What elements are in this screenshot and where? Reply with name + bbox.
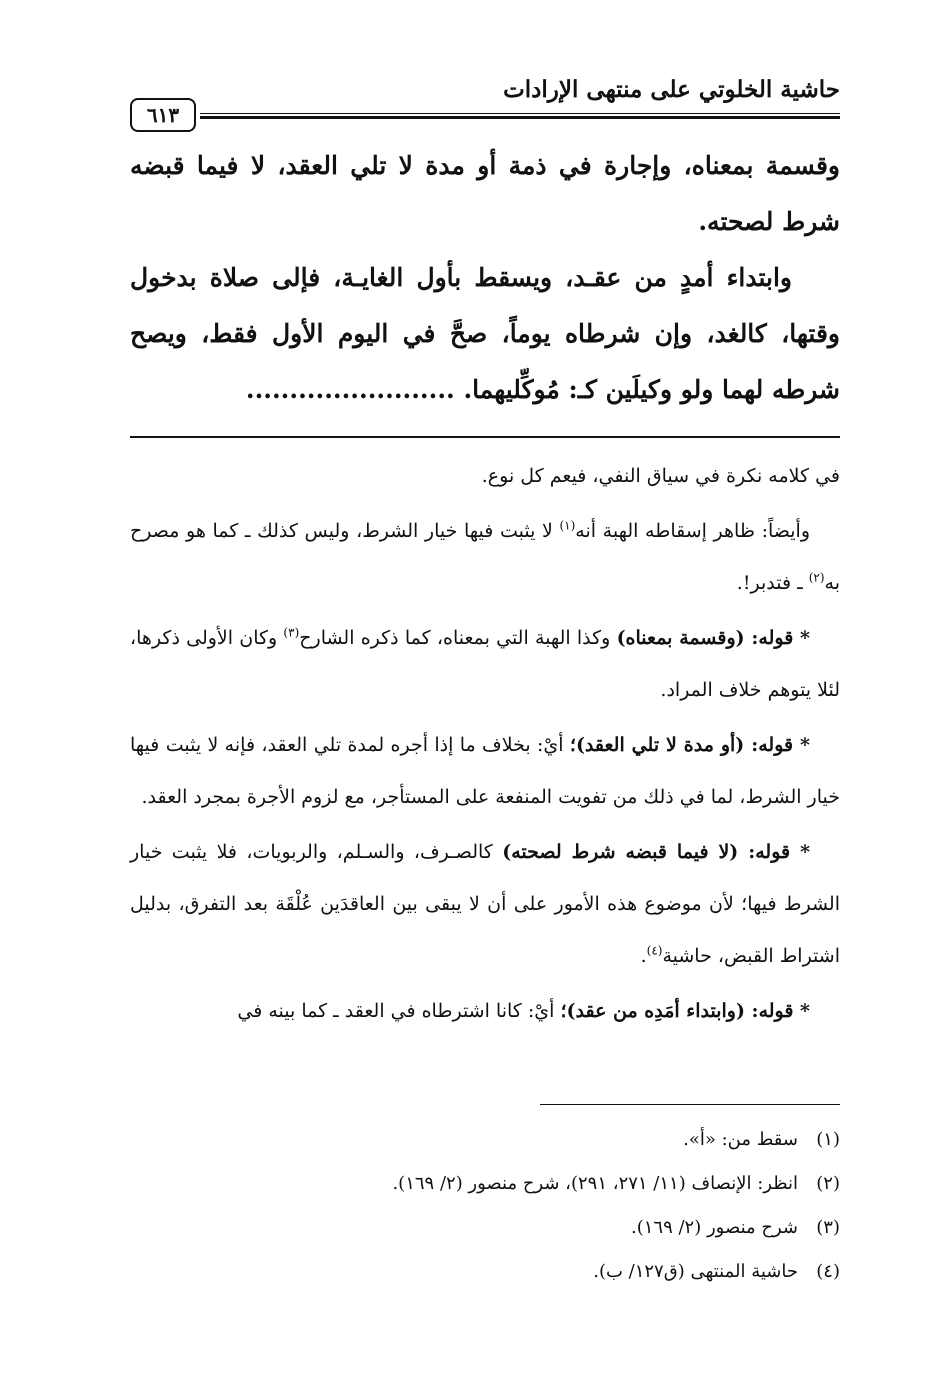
- footnote-ref-3: (٣): [283, 625, 300, 640]
- footnote-number: (٢): [816, 1173, 840, 1194]
- commentary-paragraph-6: [130, 985, 840, 1037]
- commentary-paragraph-2: [130, 505, 840, 609]
- commentary-text: لا يثبت فيها خيار الشرط، وليس كذلك ـ كما هو مصرح به: [130, 520, 840, 594]
- commentary-divider: [130, 436, 840, 438]
- commentary-text: أيْ: بخلاف ما إذا أجره لمدة تلي العقد، فإنه لا يثبت فيها خيار الشرط، لما في ذلك من تفويت المنفعة على المستأجر، مع لزوم الأجرة بمجرد العقد.: [130, 734, 840, 808]
- commentary-paragraph-1: في كلامه نكرة في سياق النفي، فيعم كل نوع.: [481, 465, 840, 487]
- quoted-lemma: * قوله: (أو مدة لا تلي العقد)؛: [569, 734, 810, 756]
- commentary-text: وكذا الهبة التي بمعناه، كما ذكره الشارح: [299, 627, 617, 649]
- footnote-text: حاشية المنتهى (ق١٢٧/ ب).: [593, 1261, 798, 1282]
- quoted-lemma: * قوله: (لا فيما قبضه شرط لصحته): [502, 841, 810, 863]
- footnote-ref-1: (١): [559, 518, 576, 533]
- continuation-dots: ........................: [245, 375, 455, 404]
- footnote-number: (٣): [816, 1217, 840, 1238]
- commentary-text: وأيضاً: ظاهر إسقاطه الهبة أنه: [575, 520, 810, 542]
- footnote-text: شرح منصور (٢/ ١٦٩).: [630, 1217, 798, 1238]
- footnote-divider: [540, 1104, 840, 1105]
- quoted-lemma: * قوله: (وابتداء أمَدِه من عقد)؛: [560, 1000, 810, 1022]
- commentary-text: .: [640, 945, 647, 967]
- commentary-text: ـ فتدبر!.: [736, 572, 809, 594]
- footnote-text: انظر: الإنصاف (١١/ ٢٧١، ٢٩١)، شرح منصور (٢/ ١٦٩).: [392, 1173, 798, 1194]
- footnote-text: سقط من: «أ».: [683, 1129, 798, 1150]
- running-header: [130, 70, 840, 127]
- footnote-4: [130, 1250, 840, 1294]
- footnote-ref-4: (٤): [646, 943, 663, 958]
- footnotes: [130, 1118, 840, 1294]
- footnote-1: [130, 1118, 840, 1162]
- footnote-2: [130, 1162, 840, 1206]
- footnote-3: [130, 1206, 840, 1250]
- commentary-paragraph-5: [130, 826, 840, 982]
- commentary-text: وكان الأولى ذكرها، لئلا يتوهم خلاف المراد.: [130, 627, 840, 701]
- commentary: [130, 450, 840, 1040]
- commentary-paragraph-3: [130, 612, 840, 716]
- page-number: ٦١٣: [130, 98, 196, 132]
- footnote-number: (١): [816, 1129, 840, 1150]
- main-text: [130, 138, 840, 418]
- main-text-paragraph-2: [130, 250, 840, 418]
- footnote-ref-2: (٢): [808, 570, 825, 585]
- header-divider: [200, 113, 840, 119]
- quoted-lemma: * قوله: (وقسمة بمعناه): [616, 627, 810, 649]
- commentary-text: أيْ: كانا اشترطاه في العقد ـ كما بينه في: [237, 1000, 561, 1022]
- book-title: حاشية الخلوتي على منتهى الإرادات: [503, 76, 840, 103]
- main-text-paragraph-2-text: وابتداء أمدٍ من عقـد، ويسقط بأول الغايـة، فإلى صلاة بدخول وقتها، كالغد، وإن شرطاه يوماً، صحَّ في اليوم الأول فقط، ويصح شرطه لهما ولو وكيلَين كـ: مُوكِّليهما.: [130, 263, 840, 404]
- footnote-number: (٤): [816, 1261, 840, 1282]
- commentary-paragraph-4: [130, 719, 840, 823]
- commentary-text: كالصـرف، والسـلم، والربويات، فلا يثبت خيار الشرط فيها؛ لأن موضوع هذه الأمور على أن لا يبقى بين العاقدَين عُلْقَة بعد التفرق، بدليل اشتراط القبض، حاشية: [130, 841, 840, 967]
- main-text-paragraph-1: وقسمة بمعناه، وإجارة في ذمة أو مدة لا تلي العقد، لا فيما قبضه شرط لصحته.: [130, 151, 840, 236]
